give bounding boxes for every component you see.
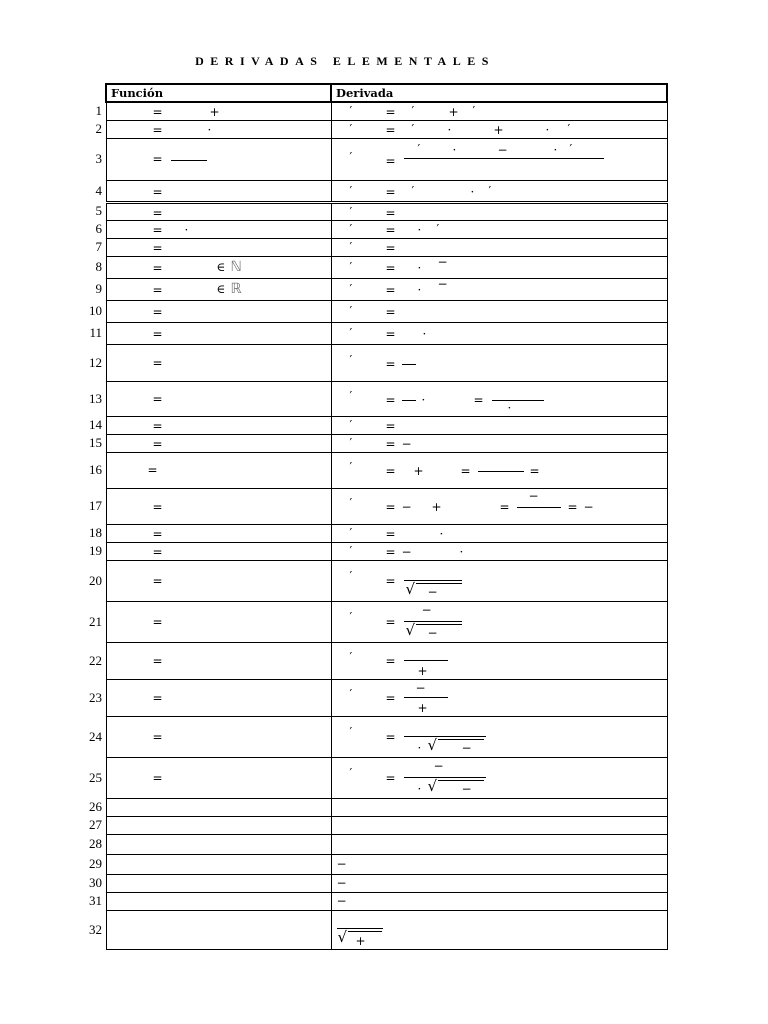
row-number: 16 (89, 462, 102, 477)
table-row: = ′ = · = · (106, 381, 667, 416)
table-row: = ′ = (106, 300, 667, 322)
row-number: 15 (89, 435, 102, 450)
row-number: 26 (89, 799, 102, 814)
real-set-symbol: ℝ (230, 280, 242, 297)
row-number: 13 (89, 390, 102, 406)
table-row: = ′ = (106, 238, 667, 256)
header-funcion: Función (106, 84, 331, 102)
table-row (106, 816, 667, 834)
table-row: = ′ = − (106, 434, 667, 452)
table-row: = ′ = · (106, 322, 667, 344)
row-number: 27 (89, 817, 102, 832)
table-row: = ′ = ′ · ′ (106, 180, 667, 202)
row-number: 19 (89, 543, 102, 558)
row-number: 12 (89, 354, 102, 370)
page-title: DERIVADAS ELEMENTALES (195, 54, 495, 68)
table-row (106, 798, 667, 816)
table-row: = ′ = − + = − = − (106, 488, 667, 524)
row-number: 32 (89, 921, 102, 937)
row-number: 31 (89, 893, 102, 908)
table-row: = ∈ ℕ ′ = · − (106, 256, 667, 278)
table-header-row (106, 84, 667, 102)
table-row: = ′ = √ − (106, 560, 667, 601)
row-number: 10 (89, 303, 102, 318)
row-number: 6 (95, 221, 102, 236)
row-number: 20 (89, 572, 102, 588)
row-number: 21 (89, 613, 102, 629)
row-number: 18 (89, 525, 102, 540)
natural-set-symbol: ℕ (230, 258, 242, 275)
table-row: = ′ = − + (106, 679, 667, 716)
table-row: = ′ = − · √ − (106, 757, 667, 798)
row-number: 22 (89, 652, 102, 668)
row-number: 23 (89, 689, 102, 705)
row-number: 3 (95, 151, 102, 166)
row-number: 2 (95, 121, 102, 136)
table-row: − (106, 892, 667, 910)
row-number: 28 (89, 836, 102, 851)
table-row: √ + (106, 910, 667, 949)
row-number: 11 (89, 325, 102, 340)
table-row: = ′ = · √ − (106, 716, 667, 757)
row-number: 29 (89, 856, 102, 871)
table-row: = ′ = · (106, 524, 667, 542)
table-row: − (106, 854, 667, 874)
row-number: 8 (95, 259, 102, 274)
row-number: 30 (89, 875, 102, 890)
table-row: = ′ = (106, 202, 667, 220)
derivatives-table (105, 83, 654, 950)
table-row: = ′ = (106, 416, 667, 434)
row-number: 1 (95, 103, 102, 118)
row-number: 5 (95, 203, 102, 218)
row-number: 7 (95, 239, 102, 254)
table-row: = ′ = (106, 344, 667, 381)
table-row: = + ′ = ′ + ′ (106, 102, 667, 120)
row-number: 14 (89, 417, 102, 432)
row-number: 4 (95, 183, 102, 198)
table-row (106, 834, 667, 854)
header-derivada: Derivada (331, 84, 667, 102)
table-row: − (106, 874, 667, 892)
row-number: 25 (89, 769, 102, 785)
table-row: = ′ = − √ − (106, 601, 667, 642)
row-number: 17 (89, 498, 102, 513)
table-row: = · ′ = · ′ (106, 220, 667, 238)
table-row: = ′ = ′ · − · ′ (106, 138, 667, 180)
table-row: = ′ = + (106, 642, 667, 679)
table-row: = ′ = − · (106, 542, 667, 560)
table-row: = · ′ = ′ · + · ′ (106, 120, 667, 138)
table-row: = ∈ ℝ ′ = · − (106, 278, 667, 300)
table-row: = ′ = + = = (106, 452, 667, 488)
row-number: 24 (89, 728, 102, 744)
row-number: 9 (95, 281, 102, 296)
